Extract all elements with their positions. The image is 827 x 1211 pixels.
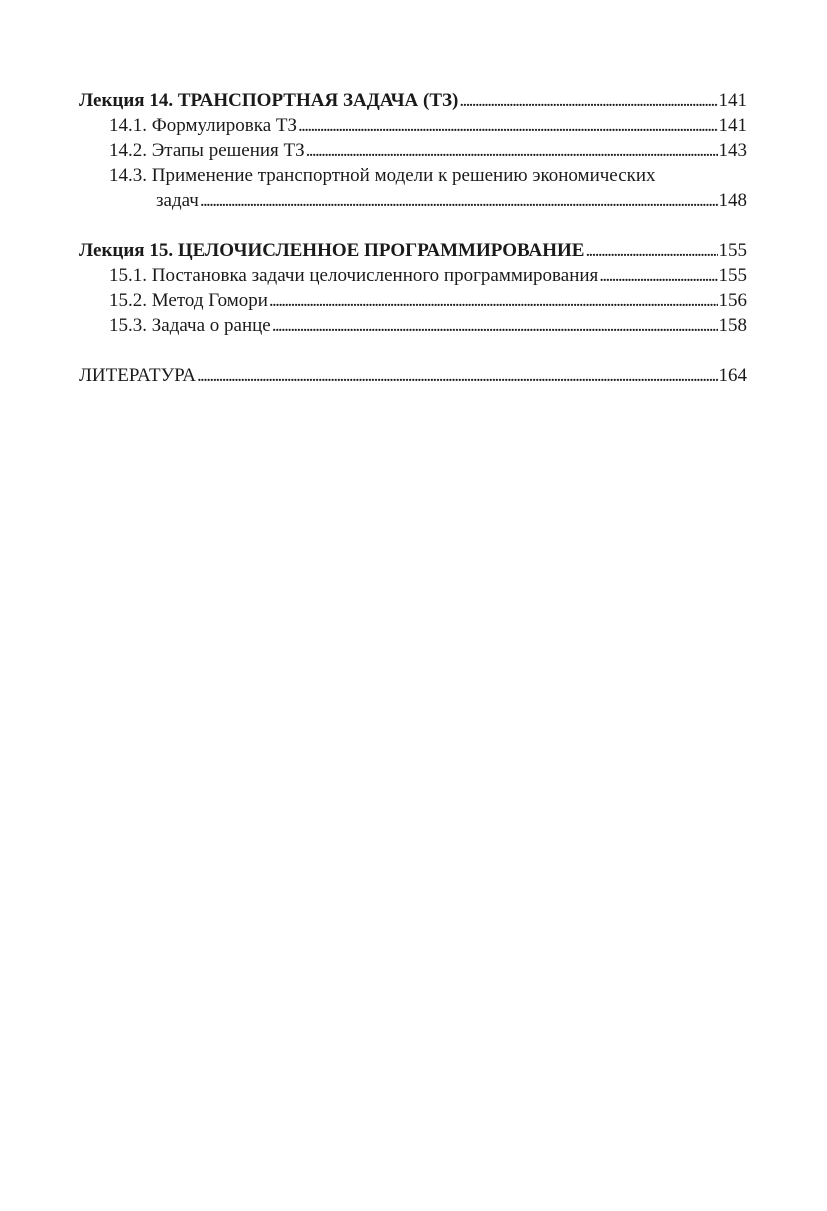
dot-leader: [197, 363, 718, 388]
entry-15-3-label: 15.3. Задача о ранце: [109, 315, 271, 336]
entry-14-3-label: задач: [156, 190, 199, 211]
dot-leader: [269, 288, 718, 313]
toc-entry-lecture-15[interactable]: [79, 238, 747, 263]
entry-14-1-page: 141: [718, 115, 747, 136]
entry-15-2-page: 156: [718, 290, 747, 311]
toc-entry-14-1[interactable]: [79, 113, 747, 138]
entry-15-1-label: 15.1. Постановка задачи целочисленного программирования: [109, 265, 599, 286]
section-gap: [79, 213, 747, 238]
toc-entry-15-3[interactable]: [79, 313, 747, 338]
entry-15-2-label: 15.2. Метод Гомори: [109, 290, 268, 311]
entry-15-3-page: 158: [718, 315, 747, 336]
toc-entry-14-2[interactable]: [79, 138, 747, 163]
toc-entry-14-3[interactable]: [79, 188, 747, 213]
toc-entry-15-1[interactable]: [79, 263, 747, 288]
lecture-14-title: Лекция 14. ТРАНСПОРТНАЯ ЗАДАЧА (ТЗ): [79, 90, 459, 111]
entry-14-1-label: 14.1. Формулировка ТЗ: [109, 115, 298, 136]
entry-14-2-label: 14.2. Этапы решения ТЗ: [109, 140, 305, 161]
entry-14-3-page: 148: [718, 190, 747, 211]
toc-entry-14-3-line1[interactable]: 14.3. Применение транспортной модели к решению экономических: [109, 165, 656, 186]
dot-leader: [298, 113, 717, 138]
dot-leader: [272, 313, 718, 338]
literature-page: 164: [718, 365, 747, 386]
toc-entry-lecture-14[interactable]: [79, 88, 747, 113]
entry-14-2-page: 143: [718, 140, 747, 161]
dot-leader: [200, 188, 718, 213]
table-of-contents: [79, 88, 747, 388]
dot-leader: [459, 88, 717, 113]
lecture-15-title: Лекция 15. ЦЕЛОЧИСЛЕННОЕ ПРОГРАММИРОВАНИЕ: [79, 240, 585, 261]
lecture-14-page: 141: [718, 90, 747, 111]
lecture-15-page: 155: [718, 240, 747, 261]
literature-title: ЛИТЕРАТУРА: [79, 365, 196, 386]
toc-entry-15-2[interactable]: [79, 288, 747, 313]
section-gap: [79, 338, 747, 363]
dot-leader: [306, 138, 718, 163]
dot-leader: [599, 263, 717, 288]
entry-15-1-page: 155: [718, 265, 747, 286]
toc-entry-literature[interactable]: [79, 363, 747, 388]
dot-leader: [585, 238, 717, 263]
